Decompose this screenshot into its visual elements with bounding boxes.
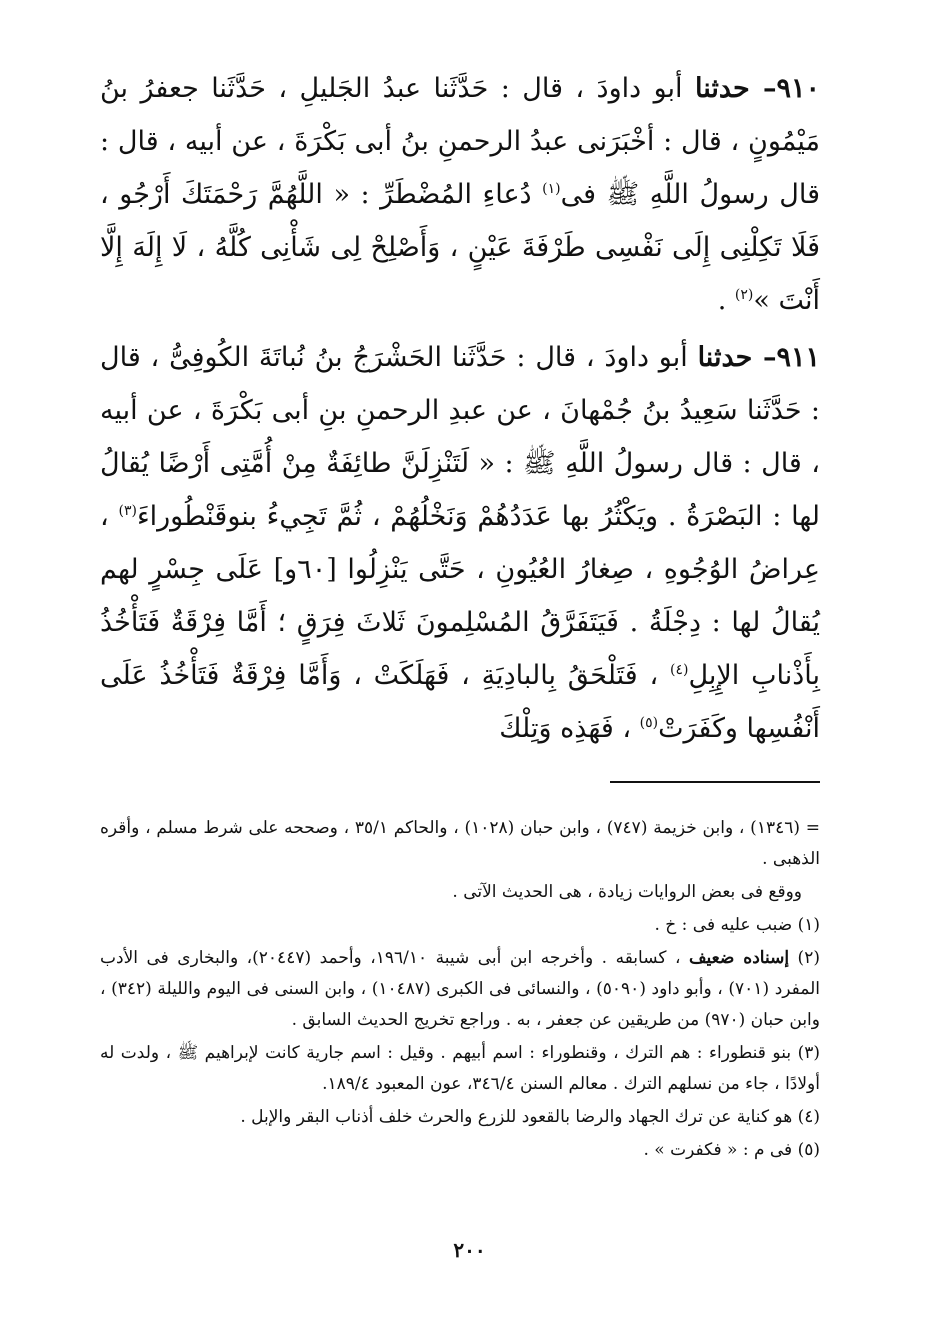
haddathana-word: حدثنا [694, 73, 750, 104]
footnote-1: (١) ضبب عليه فى : خ . [654, 915, 820, 935]
hadith-910 [100, 62, 820, 327]
footnote-extra: ووقع فى بعض الروايات زيادة ، هى الحديث الآتى . [452, 882, 802, 902]
footnote-ref: (٢) [734, 287, 754, 303]
footnote-3: (٣) بنو قنطوراء : هم الترك ، وقنطوراء : اسم أبيهم . وقيل : اسم جارية كانت لإبراهيم ﷺ ، ولدت له أولادًا ، جاء من نسلهم الترك . معالم السنن ٣٤٦/٤، عون المعبود ١٨٩/٤. [100, 1043, 820, 1094]
hadith-911 [100, 331, 820, 755]
footnote-ref: (٥) [639, 715, 659, 731]
footnotes [100, 813, 820, 1166]
hadith-separator: – [752, 342, 777, 373]
footnote-ref: (٣) [118, 503, 137, 519]
footnote-ref: (٤) [669, 662, 689, 678]
page-number: ٢٠٠ [453, 1238, 486, 1262]
footnote-ref: (١) [542, 181, 561, 197]
hadith-text: أبو داودَ ، قال : حَدَّثَنا عبدُ الجَليلِ ، حَدَّثَنا جعفرُ بنُ مَيْمُونٍ ، قال : أخْبَرَنى عبدُ الرحمنِ بنُ أبى بَكْرَةَ ، عن أبيه ، قال : قال رسولُ اللَّهِ ﷺ فى [100, 73, 820, 210]
hadith-number: ٩١١ [776, 342, 820, 373]
hadith-end: . [717, 285, 735, 316]
footnote-divider-wrap [100, 755, 820, 783]
footnote-2 [100, 943, 820, 1036]
hadith-text: أبو داودَ ، قال : حَدَّثَنا الحَشْرَجُ بنُ نُباتَةَ الكُوفِىُّ ، قال : حَدَّثَنا سَعِيدُ بنُ جُمْهانَ ، عن عبدِ الرحمنِ بنِ أبى بَكْرَةَ ، عن أبيه ، قال : قال رسولُ اللَّهِ ﷺ : « لَتَنْزِلَنَّ طائِفَةٌ مِنْ أُمَّتِى أَرْضًا يُقالُ لها : البَصْرَةُ . ويَكْثُرُ بها عَدَدُهُمْ وَنَخْلُهُمْ ، ثُمَّ تَجِيءُ بنوقَنْطُوراءَ [100, 342, 821, 532]
hadith-number: ٩١٠ [776, 73, 820, 104]
footnote-divider [610, 781, 820, 783]
haddathana-word: حدثنا [697, 342, 753, 373]
footnote-2-prefix: (٢) [789, 948, 820, 968]
main-text [100, 62, 820, 755]
hadith-text: ، فَهَذِه وَتِلْكَ [499, 713, 640, 744]
footnote-2-grading: إسناده ضعيف [688, 948, 790, 968]
hadith-separator: – [749, 73, 777, 104]
footnote-continuation: = (١٣٤٦) ، وابن خزيمة (٧٤٧) ، وابن حبان (١٠٢٨) ، والحاكم ٣٥/١ ، وصححه على شرط مسلم ، وأقره الذهبى . [100, 818, 820, 869]
footnote-4: (٤) هو كناية عن ترك الجهاد والرضا بالقعود للزرع والحرث خلف أذناب البقر والإبل . [240, 1107, 820, 1127]
page-content [100, 62, 820, 1166]
footnote-2-text: ، كسابقه . وأخرجه ابن أبى شيبة ١٩٦/١٠، وأحمد (٢٠٤٤٧)، والبخارى فى الأدب المفرد (٧٠١) ، وأبو داود (٥٠٩٠) ، والنسائى فى الكبرى (١٠٤٨٧) ، وابن السنى فى اليوم والليلة (٣٤٢) ، وابن حبان (٩٧٠) من طريقين عن جعفر ، به . وراجع تخريج الحديث السابق . [100, 948, 820, 1030]
hadith-text: ، عِراضُ الوُجُوهِ ، صِغارُ العُيُونِ ، حَتَّى يَنْزِلُوا [٦٠و] عَلَى جِسْرٍ لهم يُقالُ لها : دِجْلَةُ . فَيَتَفَرَّقُ المُسْلِمونَ ثَلاثَ فِرَقٍ ؛ أَمَّا فِرْقَةٌ فَتَأْخُذُ بِأَذْنابِ الإِبِلِ [100, 501, 820, 691]
footnote-5: (٥) فى م : « فكفرت » . [643, 1140, 820, 1160]
hadith-text: ، فَتَلْحَقُ بِالبادِيَةِ ، فَهَلَكَتْ ، وَأَمَّا فِرْقَةٌ فَتَأْخُذُ عَلَى أَنْفُسِها وكَفَرَتْ [100, 660, 820, 744]
hadith-text: دُعاءِ المُضْطَرِّ : « اللَّهُمَّ رَحْمَتَكَ أَرْجُو ، فَلَا تَكِلْنِى إِلَى نَفْسِى طَرْفَةَ عَيْنٍ ، وَأَصْلِحْ لِى شَأْنِى كُلَّهُ ، لَا إِلَهَ إِلَّا أَنْتَ » [100, 179, 820, 316]
